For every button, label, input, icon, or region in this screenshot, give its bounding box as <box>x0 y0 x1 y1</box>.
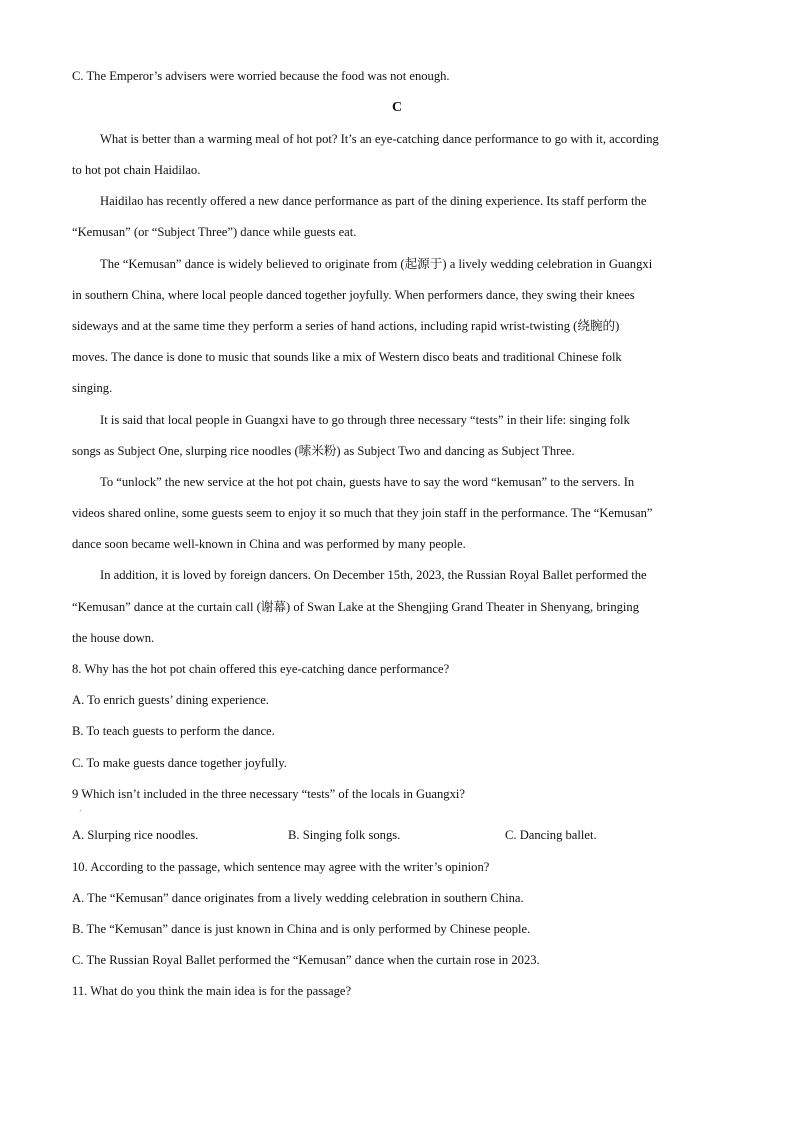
option-a: A. To enrich guests’ dining experience. <box>72 693 269 707</box>
option-b: B. The “Kemusan” dance is just known in China and is only performed by Chinese people. <box>72 922 531 936</box>
passage-line: “Kemusan” dance at the curtain call (谢幕) of Swan Lake at the Shengjing Grand Theater in Shenyang, bringing <box>72 600 640 614</box>
section-title: C <box>391 100 403 115</box>
passage-line: the house down. <box>72 631 155 645</box>
option-c: C. Dancing ballet. <box>505 828 597 842</box>
passage-line: in southern China, where local people danced together joyfully. When performers dance, they swing their knees <box>72 288 635 302</box>
passage-line: singing. <box>72 381 113 395</box>
passage-line: to hot pot chain Haidilao. <box>72 163 201 177</box>
passage-line: songs as Subject One, slurping rice noodles (嗦米粉) as Subject Two and dancing as Subject Three. <box>72 444 575 458</box>
question-stem: 10. According to the passage, which sentence may agree with the writer’s opinion? <box>72 860 490 874</box>
question-stem: 9 Which isn’t included in the three necessary “tests” of the locals in Guangxi? <box>72 787 465 801</box>
option-a: A. Slurping rice noodles. <box>72 828 199 842</box>
passage-line: sideways and at the same time they perform a series of hand actions, including rapid wrist-twisting (绕腕的) <box>72 319 620 333</box>
question-stem: 11. What do you think the main idea is for the passage? <box>72 984 352 998</box>
passage-line: To “unlock” the new service at the hot pot chain, guests have to say the word “kemusan” to the servers. In <box>100 475 635 489</box>
passage-line: What is better than a warming meal of hot pot? It’s an eye-catching dance performance to go with it, according <box>100 132 659 146</box>
passage-line: In addition, it is loved by foreign dancers. On December 15th, 2023, the Russian Royal Ballet performed the <box>100 568 647 582</box>
option-b: B. To teach guests to perform the dance. <box>72 724 275 738</box>
passage-line: “Kemusan” (or “Subject Three”) dance while guests eat. <box>72 225 357 239</box>
option-c: C. To make guests dance together joyfully. <box>72 756 287 770</box>
option-c: C. The Russian Royal Ballet performed the “Kemusan” dance when the curtain rose in 2023. <box>72 953 540 967</box>
question-stem: 8. Why has the hot pot chain offered this eye-catching dance performance? <box>72 662 450 676</box>
previous-question-option: C. The Emperor’s advisers were worried because the food was not enough. <box>72 69 450 83</box>
passage-line: It is said that local people in Guangxi have to go through three necessary “tests” in their life: singing folk <box>100 413 630 427</box>
passage-line: videos shared online, some guests seem to enjoy it so much that they join staff in the performance. The “Kemusan” <box>72 506 653 520</box>
passage-line: moves. The dance is done to music that sounds like a mix of Western disco beats and traditional Chinese folk <box>72 350 622 364</box>
passage-line: dance soon became well-known in China and was performed by many people. <box>72 537 466 551</box>
passage-line: The “Kemusan” dance is widely believed to originate from (起源于) a lively wedding celebration in Guangxi <box>100 257 653 271</box>
option-a: A. The “Kemusan” dance originates from a lively wedding celebration in southern China. <box>72 891 524 905</box>
option-b: B. Singing folk songs. <box>288 828 401 842</box>
passage-line: Haidilao has recently offered a new dance performance as part of the dining experience. Its staff perform the <box>100 194 647 208</box>
stray-mark: ˊ <box>79 809 82 818</box>
